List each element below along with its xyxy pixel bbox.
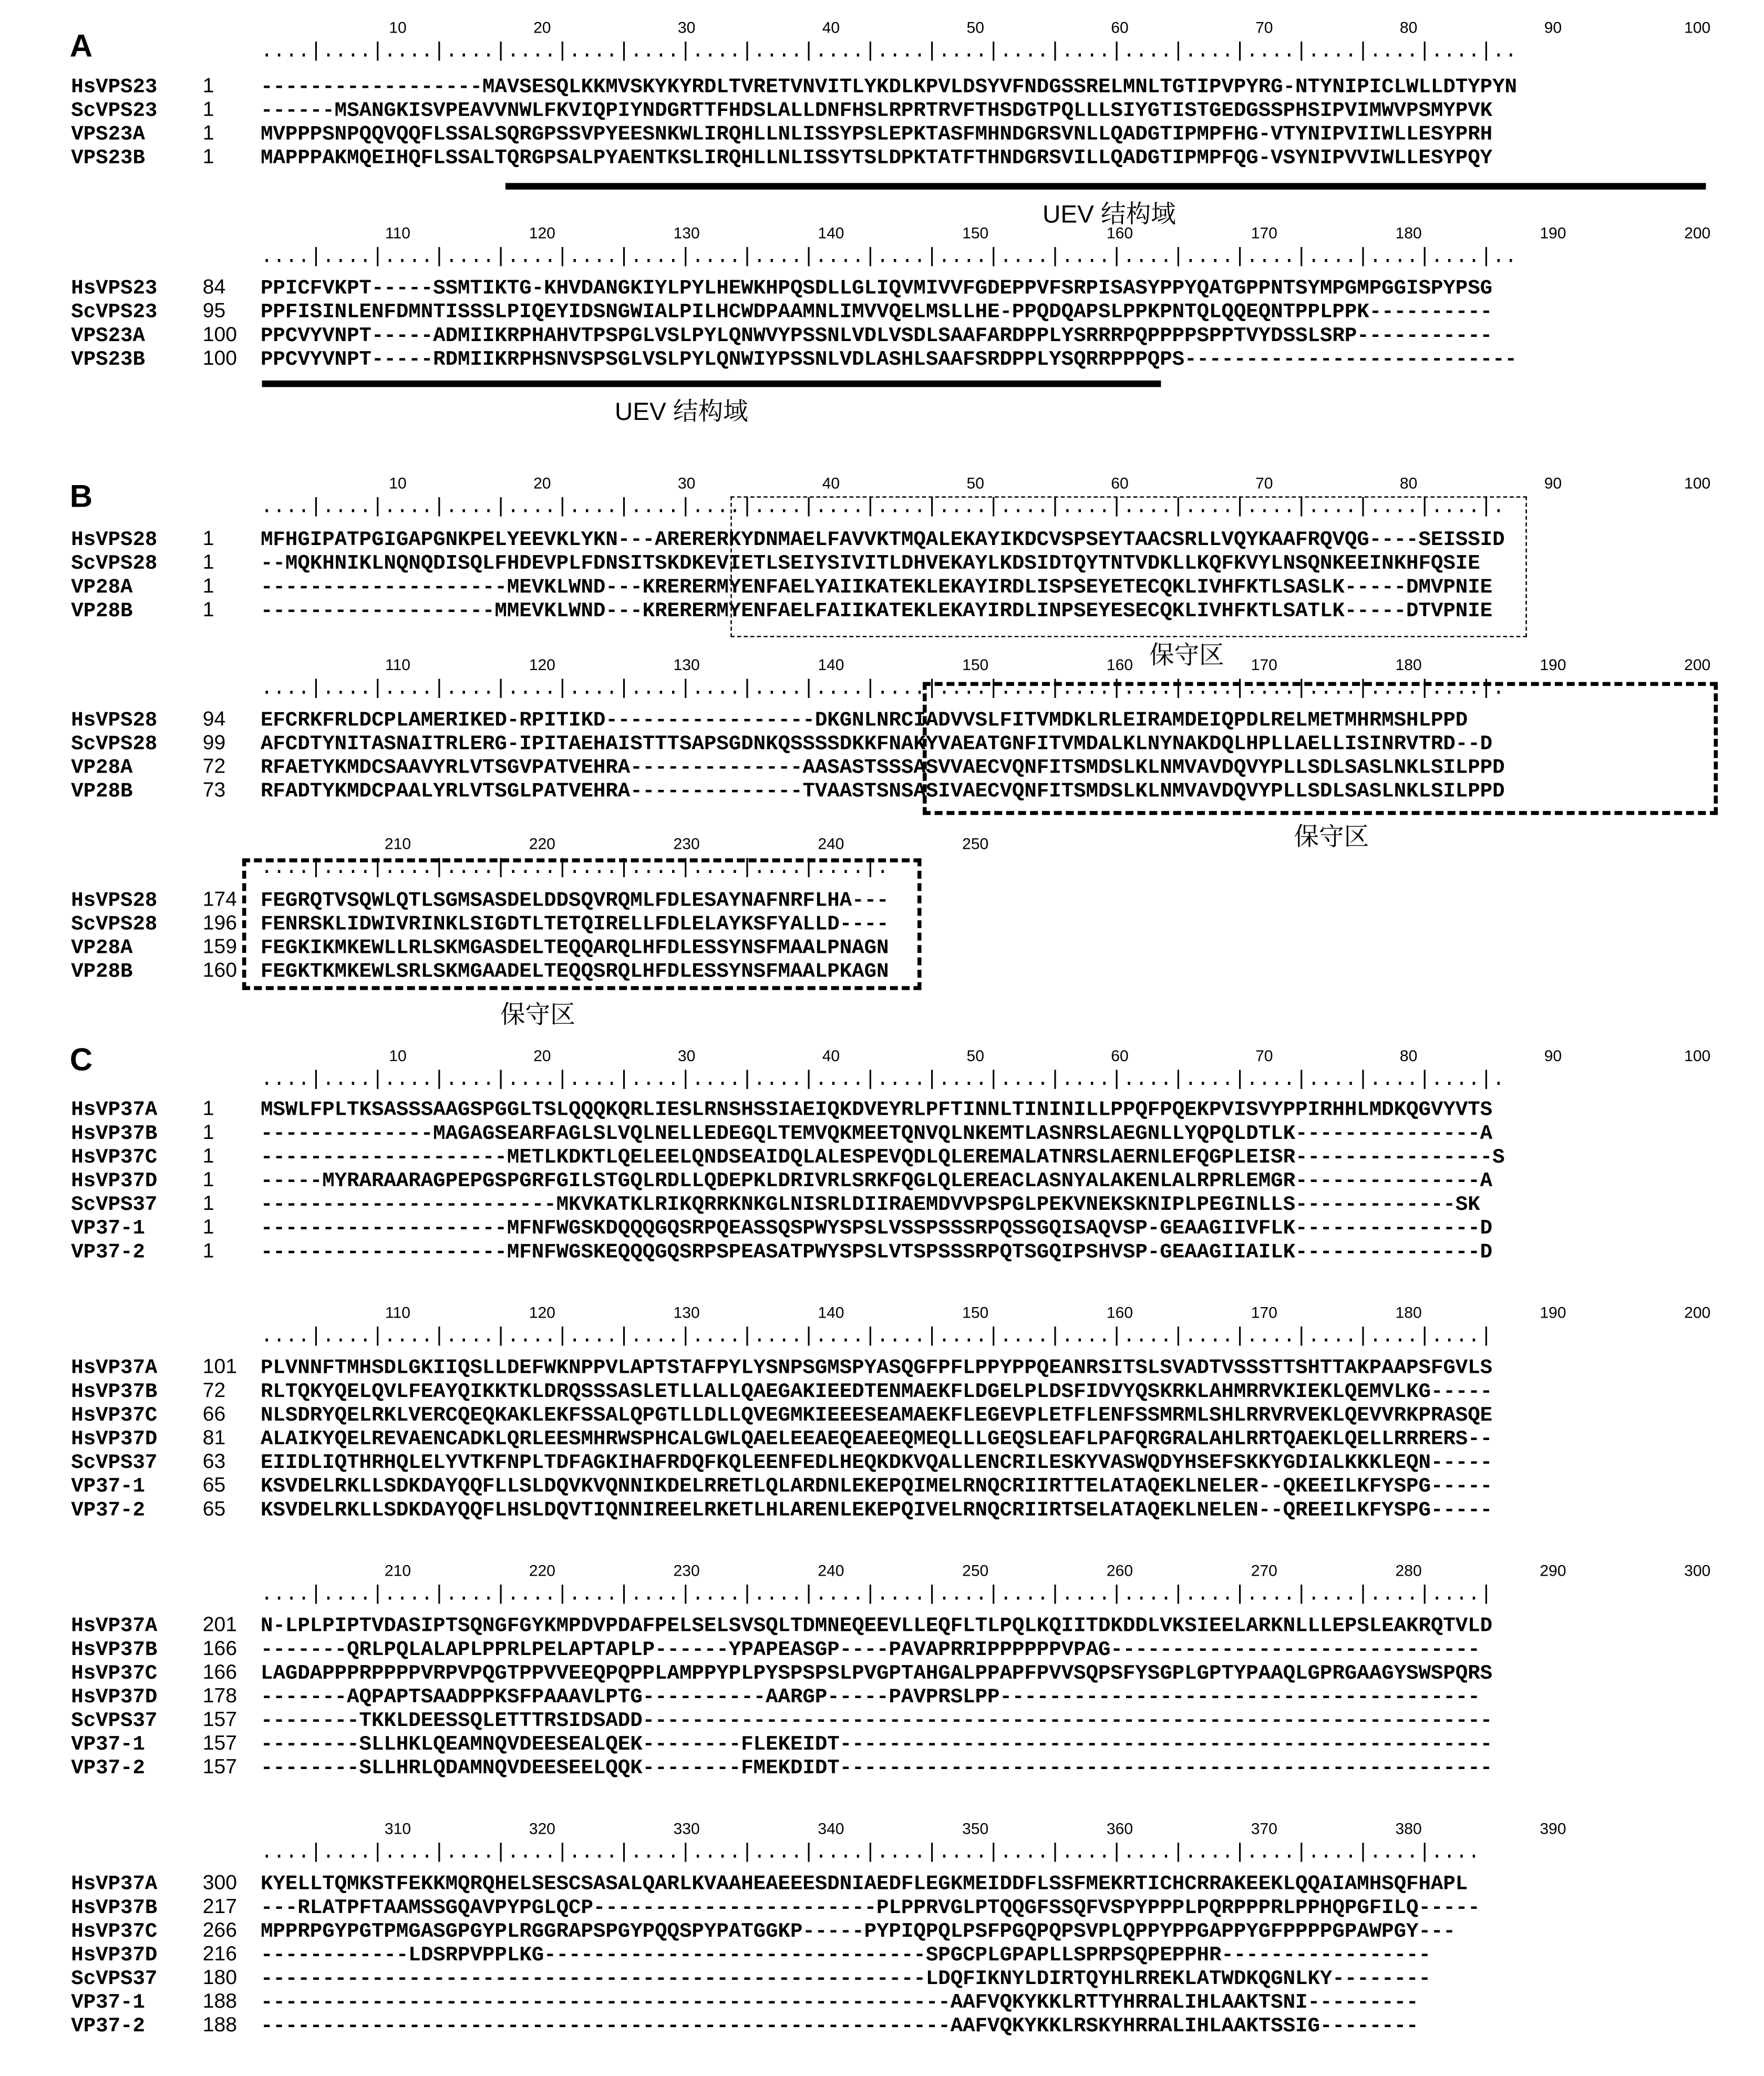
sequence-text: RLTQKYQELQVLFEAYQIKKTKLDRQSSSASLETLLALLQAEGAKIEEDTENMAEKFLDGELPLDSFIDVYQSKRKLAHMRRVKIEKLQEMVLKG-----: [260, 1380, 1493, 1404]
start-position: 66: [202, 1403, 226, 1426]
start-position: 72: [202, 755, 226, 778]
sequence-name: HsVPS28: [71, 888, 158, 912]
sequence-name: HsVP37B: [71, 1638, 158, 1662]
position-ruler: ....|....|....|....|....|....|....|....|....|....|....|....|....|....|....|....|....|....|....|....|: [260, 1324, 1493, 1349]
start-position: 196: [202, 912, 237, 935]
position-ruler: ....|....|....|....|....|....|....|....|....|....|....|....|....|....|....|....|....|....|....|....|..: [260, 39, 1518, 64]
sequence-text: --------------------MFNFWGSKEQQQGQSRPSPEASATPWYSPSLVTSPSSSRPQTSGQIPSHVSP-GEAAGIIAILK---------------D: [260, 1240, 1493, 1264]
start-position: 166: [202, 1661, 237, 1684]
ruler-number: 70: [1255, 1046, 1273, 1065]
ruler-number: 290: [1540, 1561, 1566, 1580]
ruler-number: 80: [1399, 474, 1418, 492]
sequence-name: HsVP37B: [71, 1380, 158, 1404]
start-position: 95: [202, 300, 226, 323]
ruler-number: 150: [962, 1303, 989, 1322]
ruler-number: 130: [673, 655, 700, 674]
ruler-number: 270: [1251, 1561, 1277, 1580]
sequence-text: --------------------------------------------------------AAFVQKYKKLRSKYHRRALIHLAAKTSSIG--------: [260, 2014, 1419, 2038]
ruler-number: 230: [673, 1561, 700, 1580]
ruler-number: 160: [1106, 655, 1133, 674]
sequence-name: HsVP37C: [71, 1403, 158, 1427]
ruler-number: 330: [673, 1819, 700, 1838]
ruler-number: 110: [385, 655, 410, 674]
sequence-text: N-LPLPIPTVDASIPTSQNGFGYKMPDVPDAFPELSELSVSQLTDMNEQEEVLLEQFLTLPQLKQIITDKDDLVKSIEELARKNLLLEPSLEAKRQTVLD: [260, 1614, 1493, 1638]
panel-label-b: B: [69, 479, 93, 515]
sequence-name: ScVPS28: [71, 912, 158, 937]
start-position: 1: [202, 1169, 214, 1192]
ruler-number: 40: [822, 474, 840, 492]
ruler-number: 120: [529, 223, 555, 242]
ruler-number: 160: [1106, 223, 1133, 242]
start-position: 65: [202, 1498, 226, 1521]
sequence-text: RFAETYKMDCSAAVYRLVTSGVPATVEHRA--------------AASASTSSSASVVAECVQNFITSMDSLKLNMVAVDQVYPLLSDLSASLNKLSILPPD: [260, 755, 1505, 779]
ruler-number: 120: [529, 1303, 555, 1322]
sequence-text: MSWLFPLTKSASSSAAGSPGGLTSLQQQKQRLIESLRNSHSSIAEIQKDVEYRLPFTINNLTININILLPPQFPQEKPVISVYPPIRHHLMDKQGVYVTS: [260, 1098, 1493, 1122]
sequence-text: --------TKKLDEESSQLETTTRSIDSADD---------------------------------------------------------------------: [260, 1709, 1493, 1733]
region-caption: 保守区: [1149, 642, 1224, 671]
ruler-number: 50: [966, 474, 984, 492]
start-position: 1: [202, 1098, 214, 1121]
sequence-name: VP37-2: [71, 1498, 145, 1522]
ruler-number: 220: [529, 835, 555, 854]
start-position: 159: [202, 936, 237, 959]
sequence-text: -------AQPAPTSAADPPKSFPAAAVLPTG----------AARGP-----PAVPRSLPP---------------------------------------: [260, 1685, 1480, 1709]
position-ruler: ....|....|....|....|....|....|....|....|....|....|....|....|....|....|....|....|....|....|....|....|.: [260, 495, 1505, 519]
conserved-region-box: [730, 496, 1527, 637]
ruler-number: 180: [1395, 223, 1422, 242]
ruler-number: 300: [1684, 1561, 1711, 1580]
sequence-name: HsVPS23: [71, 75, 158, 99]
start-position: 1: [202, 122, 214, 145]
start-position: 1: [202, 146, 214, 169]
ruler-number: 150: [962, 223, 989, 242]
sequence-text: --MQKHNIKLNQNQDISQLFHDEVPLFDNSITSKDKEVIETLSEIYSIVITLDHVEKAYLKDSIDTQYTNTVDKLLKQFKVYLNSQNKEEINKHFQSIE: [260, 551, 1480, 575]
conserved-region-box: [242, 858, 922, 990]
sequence-text: --------------------MFNFWGSKDQQQGQSRPQEASSQSPWYSPSLVSSPSSSRPQSSGQISAQVSP-GEAAGIIVFLK---------------D: [260, 1216, 1493, 1240]
sequence-text: MAPPPAKMQEIHQFLSSALTQRGPSALPYAENTKSLIRQHLLNLISSYTSLDPKTATFTHNDGRSVILLQADGTIPMPFQG-VSYNIPVVIWLLESYPQY: [260, 146, 1493, 170]
start-position: 166: [202, 1638, 237, 1660]
sequence-name: ScVPS28: [71, 732, 158, 756]
start-position: 160: [202, 960, 237, 982]
sequence-name: HsVP37B: [71, 1896, 158, 1920]
start-position: 201: [202, 1614, 237, 1637]
sequence-name: HsVPS28: [71, 708, 158, 732]
sequence-name: VP37-2: [71, 2014, 145, 2038]
ruler-number: 250: [962, 835, 989, 854]
ruler-number: 140: [818, 1303, 844, 1322]
sequence-text: -----MYRARAARAGPEPGSPGRFGILSTGQLRDLLQDEPKLDRIVRLSRKFQGLQLEREACLASNYALAKENLALRPRLEMGR---------------A: [260, 1169, 1493, 1193]
ruler-number: 90: [1544, 1046, 1562, 1065]
start-position: 217: [202, 1896, 237, 1918]
ruler-number: 30: [677, 1046, 696, 1065]
ruler-number: 190: [1540, 1303, 1566, 1322]
sequence-text: -------------------MMEVKLWND---KRERERMYENFAELFAIIKATEKLEKAYIRDLINPSEYESECQKLIVHFKTLSATLK-----DTVPNIE: [260, 599, 1493, 623]
ruler-number: 280: [1395, 1561, 1422, 1580]
sequence-name: VP37-1: [71, 1732, 145, 1756]
sequence-name: HsVP37B: [71, 1122, 158, 1146]
ruler-number: 50: [966, 18, 984, 37]
start-position: 157: [202, 1709, 237, 1732]
region-caption: UEV 结构域: [1042, 201, 1176, 229]
start-position: 84: [202, 276, 226, 299]
start-position: 1: [202, 1216, 214, 1239]
start-position: 1: [202, 1193, 214, 1216]
ruler-number: 90: [1544, 18, 1562, 37]
ruler-number: 220: [529, 1561, 555, 1580]
start-position: 72: [202, 1380, 226, 1402]
sequence-name: VP28A: [71, 936, 133, 960]
sequence-name: HsVP37A: [71, 1356, 158, 1380]
ruler-number: 370: [1251, 1819, 1277, 1838]
ruler-number: 130: [673, 223, 700, 242]
start-position: 73: [202, 779, 226, 802]
ruler-number: 250: [962, 1561, 989, 1580]
sequence-text: MVPPPSNPQQVQQFLSSALSQRGPSSVPYEESNKWLIRQHLLNLISSYPSLEPKTASFMHNDGRSVNLLQADGTIPMPFHG-VTYNIPVIIWLLESYPRH: [260, 122, 1493, 147]
sequence-text: NLSDRYQELRKLVERCQEQKAKLEKFSSALQPGTLLDLLQVEGMKIEEESEAMAEKFLEGEVPLETFLENFSSMRMLSHLRRVRVEKLQEVVRKPRASQE: [260, 1403, 1493, 1427]
sequence-text: KSVDELRKLLSDKDAYQQFLLSLDQVKVQNNIKDELRRETLQLARDNLEKEPQIMELRNQCRIIRTTELATAQEKLNELER--QKEEILKFYSPG-----: [260, 1474, 1493, 1498]
sequence-text: PPFISINLENFDMNTISSSLPIQEYIDSNGWIALPILHCWDPAAMNLIMVVQELMSLLHE-PPQDQAPSLPPKPNTQLQQEQNTPPLPPK----------: [260, 300, 1493, 324]
sequence-text: KSVDELRKLLSDKDAYQQFLHSLDQVTIQNNIREELRKETLHLARENLEKEPQIVELRNQCRIIRTSELATAQEKLNELEN--QREEILKFYSPG-----: [260, 1498, 1493, 1522]
sequence-name: HsVP37A: [71, 1098, 158, 1122]
ruler-number: 170: [1251, 223, 1277, 242]
ruler-number: 200: [1684, 1303, 1711, 1322]
sequence-name: VPS23B: [71, 347, 145, 372]
start-position: 100: [202, 347, 237, 370]
ruler-number: 70: [1255, 18, 1273, 37]
ruler-number: 260: [1106, 1561, 1133, 1580]
sequence-name: VP28B: [71, 960, 133, 984]
domain-bar: [262, 381, 1161, 387]
sequence-text: FEGKTKMKEWLSRLSKMGAADELTEQQSRQLHFDLESSYNSFMAALPKAGN: [260, 960, 889, 984]
start-position: 266: [202, 1919, 237, 1942]
ruler-number: 10: [389, 474, 407, 492]
ruler-number: 310: [384, 1819, 411, 1838]
sequence-text: --------------------METLKDKTLQELEELQNDSEAIDQLALESPEVQDLQLEREMALATNRSLAERNLEFQGPLEISR----------------S: [260, 1145, 1505, 1169]
position-ruler: ....|....|....|....|....|....|....|....|....|....|....|....|....|....|....|....|....|....|....|....|..: [260, 244, 1518, 269]
start-position: 1: [202, 75, 214, 98]
region-caption: UEV 结构域: [614, 399, 748, 427]
sequence-name: HsVP37A: [71, 1614, 158, 1638]
sequence-text: ------------------------MKVKATKLRIKQRRKNKGLNISRLDIIRAEMDVVPSPGLPEKVNEKSKNIPLPEGINLLS-------------SK: [260, 1193, 1480, 1217]
start-position: 63: [202, 1451, 226, 1474]
sequence-name: HsVP37D: [71, 1685, 158, 1709]
start-position: 1: [202, 551, 214, 574]
sequence-text: AFCDTYNITASNAITRLERG-IPITAEHAISTTTSAPSGDNKQSSSSDKKFNAKYVAEATGNFITVMDALKLNYNAKDQLHPLLAELLISINRVTRD--D: [260, 732, 1493, 756]
ruler-number: 170: [1251, 655, 1277, 674]
sequence-name: VP37-2: [71, 1756, 145, 1780]
region-caption: 保守区: [1294, 824, 1369, 852]
start-position: 180: [202, 1967, 237, 1990]
sequence-name: VP37-2: [71, 1240, 145, 1264]
sequence-text: ------------------------------------------------------LDQFIKNYLDIRTQYHLRREKLATWDKQGNLKY--------: [260, 1967, 1431, 1991]
ruler-number: 190: [1540, 223, 1566, 242]
ruler-number: 160: [1106, 1303, 1133, 1322]
start-position: 1: [202, 1145, 214, 1168]
panel-label-c: C: [69, 1042, 93, 1078]
start-position: 1: [202, 98, 214, 121]
sequence-text: PPICFVKPT-----SSMTIKTG-KHVDANGKIYLPYLHEWKHPQSDLLGLIQVMIVVFGDEPPVFSRPISASYPPYQATGPPNTSYMPGMPGGISPYPSG: [260, 276, 1493, 301]
start-position: 216: [202, 1943, 237, 1966]
sequence-name: VP28A: [71, 755, 133, 779]
ruler-number: 140: [818, 223, 844, 242]
ruler-number: 50: [966, 1046, 984, 1065]
sequence-name: VP37-1: [71, 1216, 145, 1240]
sequence-text: PPCVYVNPT-----ADMIIKRPHAHVTPSPGLVSLPYLQNWVYPSSNLVDLVSDLSAAFARDPPLYSRRRPQPPPPSPPTVYDSSLSRP-----------: [260, 324, 1493, 348]
sequence-name: ScVPS37: [71, 1451, 158, 1475]
sequence-text: --------SLLHRLQDAMNQVDEESEELQQK--------FMEKDIDT-----------------------------------------------------: [260, 1756, 1493, 1780]
ruler-number: 10: [389, 1046, 407, 1065]
sequence-name: VP28B: [71, 599, 133, 623]
sequence-text: EFCRKFRLDCPLAMERIKED-RPITIKD-----------------DKGNLNRCIADVVSLFITVMDKLRLEIRAMDEIQPDLRELMETMHRMSHLPPD: [260, 708, 1468, 732]
sequence-text: --------------------MEVKLWND---KRERERMYENFAELYAIIKATEKLEKAYIRDLISPSEYETECQKLIVHFKTLSASLK-----DMVPNIE: [260, 575, 1493, 599]
start-position: 1: [202, 528, 214, 551]
ruler-number: 210: [384, 1561, 411, 1580]
sequence-name: HsVP37C: [71, 1919, 158, 1944]
sequence-text: FENRSKLIDWIVRINKLSIGDTLTETQIRELLFDLELAYKSFYALLD----: [260, 912, 889, 937]
sequence-text: --------SLLHKLQEAMNQVDEESEALQEK--------FLEKEIDT-----------------------------------------------------: [260, 1732, 1493, 1756]
ruler-number: 20: [533, 1046, 551, 1065]
ruler-number: 240: [818, 835, 844, 854]
position-ruler: ....|....|....|....|....|....|....|....|....|....|....|....|....|....|....|....|....|....|....|....: [260, 1840, 1480, 1865]
ruler-number: 30: [677, 18, 696, 37]
start-position: 300: [202, 1872, 237, 1895]
sequence-name: HsVP37D: [71, 1169, 158, 1193]
start-position: 1: [202, 1122, 214, 1144]
ruler-number: 80: [1399, 1046, 1418, 1065]
ruler-number: 100: [1684, 18, 1711, 37]
ruler-number: 320: [529, 1819, 555, 1838]
domain-bar: [506, 183, 1706, 190]
sequence-text: KYELLTQMKSTFEKKMQRQHELSESCSASALQARLKVAAHEAEEESDNIAEDFLEGKMEIDDFLSSFMEKRTICHCRRAKEEKLQQAIAMHSQFHAPL: [260, 1872, 1468, 1896]
sequence-name: HsVP37D: [71, 1427, 158, 1451]
sequence-text: -------QRLPQLALAPLPPRLPELAPTAPLP------YPAPEASGP----PAVAPRRIPPPPPPVPAG------------------------------: [260, 1638, 1480, 1662]
ruler-number: 80: [1399, 18, 1418, 37]
position-ruler: ....|....|....|....|....|....|....|....|....|....|....|....|....|....|....|....|....|....|....|....|.: [260, 1067, 1505, 1092]
sequence-name: HsVPS28: [71, 528, 158, 552]
start-position: 188: [202, 2014, 237, 2037]
sequence-name: VPS23A: [71, 122, 145, 147]
ruler-number: 60: [1111, 474, 1129, 492]
sequence-name: ScVPS23: [71, 300, 158, 324]
start-position: 65: [202, 1474, 226, 1497]
sequence-text: FEGKIKMKEWLLRLSKMGASDELTEQQARQLHFDLESSYNSFMAALPNAGN: [260, 936, 889, 960]
ruler-number: 150: [962, 655, 989, 674]
sequence-text: ------MSANGKISVPEAVVNWLFKVIQPIYNDGRTTFHDSLALLDNFHSLRPRTRVFTHSDGTPQLLLSIYGTISTGEDGSSPHSIPVIMWVPSMYPVK: [260, 98, 1493, 122]
ruler-number: 380: [1395, 1819, 1422, 1838]
sequence-name: VP28A: [71, 575, 133, 599]
ruler-number: 110: [385, 223, 410, 242]
sequence-name: ScVPS37: [71, 1967, 158, 1991]
sequence-text: RFADTYKMDCPAALYRLVTSGLPATVEHRA--------------TVAASTSNSASIVAECVQNFITSMDSLKLNMVAVDQVYPLLSDLSASLNKLSILPPD: [260, 779, 1505, 804]
ruler-number: 180: [1395, 655, 1422, 674]
sequence-name: ScVPS37: [71, 1709, 158, 1733]
ruler-number: 110: [385, 1303, 410, 1322]
sequence-name: VP37-1: [71, 1474, 145, 1498]
start-position: 94: [202, 708, 226, 731]
sequence-text: LAGDAPPPRPPPPVRPVPQGTPPVVEEQPQPPLAMPPYPLPYSPSPSLPVGPTAHGALPPAPFPVVSQPSFYSGPLGPTYPAAQLGPRGAAGYSWSPQRS: [260, 1661, 1493, 1686]
ruler-number: 140: [818, 655, 844, 674]
ruler-number: 230: [673, 835, 700, 854]
ruler-number: 10: [389, 18, 407, 37]
start-position: 99: [202, 732, 226, 755]
ruler-number: 170: [1251, 1303, 1277, 1322]
sequence-text: FEGRQTVSQWLQTLSGMSASDELDDSQVRQMLFDLESAYNAFNRFLHA---: [260, 888, 889, 912]
ruler-number: 390: [1540, 1819, 1566, 1838]
position-ruler: ....|....|....|....|....|....|....|....|....|....|.: [260, 856, 889, 880]
ruler-number: 90: [1544, 474, 1562, 492]
ruler-number: 40: [822, 18, 840, 37]
ruler-number: 360: [1106, 1819, 1133, 1838]
start-position: 101: [202, 1356, 237, 1379]
sequence-name: ScVPS28: [71, 551, 158, 575]
ruler-number: 120: [529, 655, 555, 674]
start-position: 81: [202, 1427, 226, 1450]
position-ruler: ....|....|....|....|....|....|....|....|....|....|....|....|....|....|....|....|....|....|....|....|: [260, 1582, 1493, 1607]
sequence-name: VPS23B: [71, 146, 145, 170]
ruler-number: 60: [1111, 18, 1129, 37]
panel-label-a: A: [69, 29, 93, 65]
ruler-number: 350: [962, 1819, 989, 1838]
ruler-number: 210: [384, 835, 411, 854]
start-position: 1: [202, 575, 214, 598]
sequence-text: --------------------------------------------------------AAFVQKYKKLRTTYHRRALIHLAAKTSNI---------: [260, 1990, 1419, 2015]
sequence-name: VP28B: [71, 779, 133, 804]
ruler-number: 20: [533, 474, 551, 492]
ruler-number: 130: [673, 1303, 700, 1322]
ruler-number: 200: [1684, 655, 1711, 674]
sequence-name: HsVP37C: [71, 1661, 158, 1686]
start-position: 188: [202, 1990, 237, 2013]
position-ruler: ....|....|....|....|....|....|....|....|....|....|....|....|....|....|....|....|....|....|....|....|.: [260, 676, 1505, 701]
ruler-number: 100: [1684, 474, 1711, 492]
sequence-text: ---RLATPFTAAMSSGQAVPYPGLQCP-----------------------PLPPRVGLPTQQGFSSQFVSPYPPPLPQRPPPRLPPHQPGFILQ-----: [260, 1896, 1480, 1920]
sequence-text: PLVNNFTMHSDLGKIIQSLLDEFWKNPPVLAPTSTAFPYLYSNPSGMSPYASQGFPFLPPYPPQEANRSITSLSVADTVSSSTTSHTTAKPAAPSFGVLS: [260, 1356, 1493, 1380]
sequence-name: ScVPS23: [71, 98, 158, 122]
sequence-text: MPPRPGYPGTPMGASGPGYPLRGGRAPSPGYPQQSPYPATGGKP-----PYPIQPQLPSFPGQPQPSVPLQPPYPPGAPPYGFPPPPGPAWPGY---: [260, 1919, 1456, 1944]
sequence-name: HsVP37C: [71, 1145, 158, 1169]
sequence-text: PPCVYVNPT-----RDMIIKRPHSNVSPSGLVSLPYLQNWIYPSSNLVDLASHLSAAFSRDPPLYSQRRPPPQPS---------------------------: [260, 347, 1518, 372]
start-position: 174: [202, 888, 237, 911]
sequence-name: HsVPS23: [71, 276, 158, 301]
sequence-text: EIIDLIQTHRHQLELYVTKFNPLTDFAGKIHAFRDQFKQLEENFEDLHEQKDKVQALLENCRILESKYVASWQDYHSEFSKKYGDIALKKKLEQN-----: [260, 1451, 1493, 1475]
ruler-number: 180: [1395, 1303, 1422, 1322]
sequence-text: --------------MAGAGSEARFAGLSLVQLNELLEDEGQLTEMVQKMEETQNVQLNKEMTLASNRSLAEGNLLYQPQLDTLK---------------A: [260, 1122, 1493, 1146]
sequence-text: ------------LDSRPVPPLKG-------------------------------SPGCPLGPAPLLSPRPSQPEPPHR-----------------: [260, 1943, 1431, 1967]
sequence-text: ALAIKYQELREVAENCADKLQRLEESMHRWSPHCALGWLQAELEEAEQEAEEQMEQLLLGEQSLEAFLPAFQRGRALAHLRRTQAEKLQELLRRRERS--: [260, 1427, 1493, 1451]
ruler-number: 60: [1111, 1046, 1129, 1065]
start-position: 100: [202, 324, 237, 346]
ruler-number: 240: [818, 1561, 844, 1580]
ruler-number: 100: [1684, 1046, 1711, 1065]
region-caption: 保守区: [500, 1002, 575, 1030]
ruler-number: 40: [822, 1046, 840, 1065]
conserved-region-box: [923, 682, 1718, 815]
ruler-number: 190: [1540, 655, 1566, 674]
sequence-name: ScVPS37: [71, 1193, 158, 1217]
ruler-number: 70: [1255, 474, 1273, 492]
sequence-name: VP37-1: [71, 1990, 145, 2015]
ruler-number: 200: [1684, 223, 1711, 242]
start-position: 157: [202, 1756, 237, 1779]
sequence-name: VPS23A: [71, 324, 145, 348]
sequence-name: HsVP37D: [71, 1943, 158, 1967]
start-position: 1: [202, 599, 214, 622]
start-position: 1: [202, 1240, 214, 1263]
sequence-name: HsVP37A: [71, 1872, 158, 1896]
start-position: 178: [202, 1685, 237, 1708]
ruler-number: 20: [533, 18, 551, 37]
ruler-number: 30: [677, 474, 696, 492]
ruler-number: 340: [818, 1819, 844, 1838]
sequence-text: ------------------MAVSESQLKKMVSKYKYRDLTVRETVNVITLYKDLKPVLDSYVFNDGSSRELMNLTGTIPVPYRG-NTYNIPICLWLLDTYPYN: [260, 75, 1518, 99]
start-position: 157: [202, 1732, 237, 1755]
sequence-text: MFHGIPATPGIGAPGNKPELYEEVKLYKN---ARERERKYDNMAELFAVVKTMQALEKAYIKDCVSPSEYTAACSRLLVQYKAAFRQVQG----SEISSID: [260, 528, 1505, 552]
